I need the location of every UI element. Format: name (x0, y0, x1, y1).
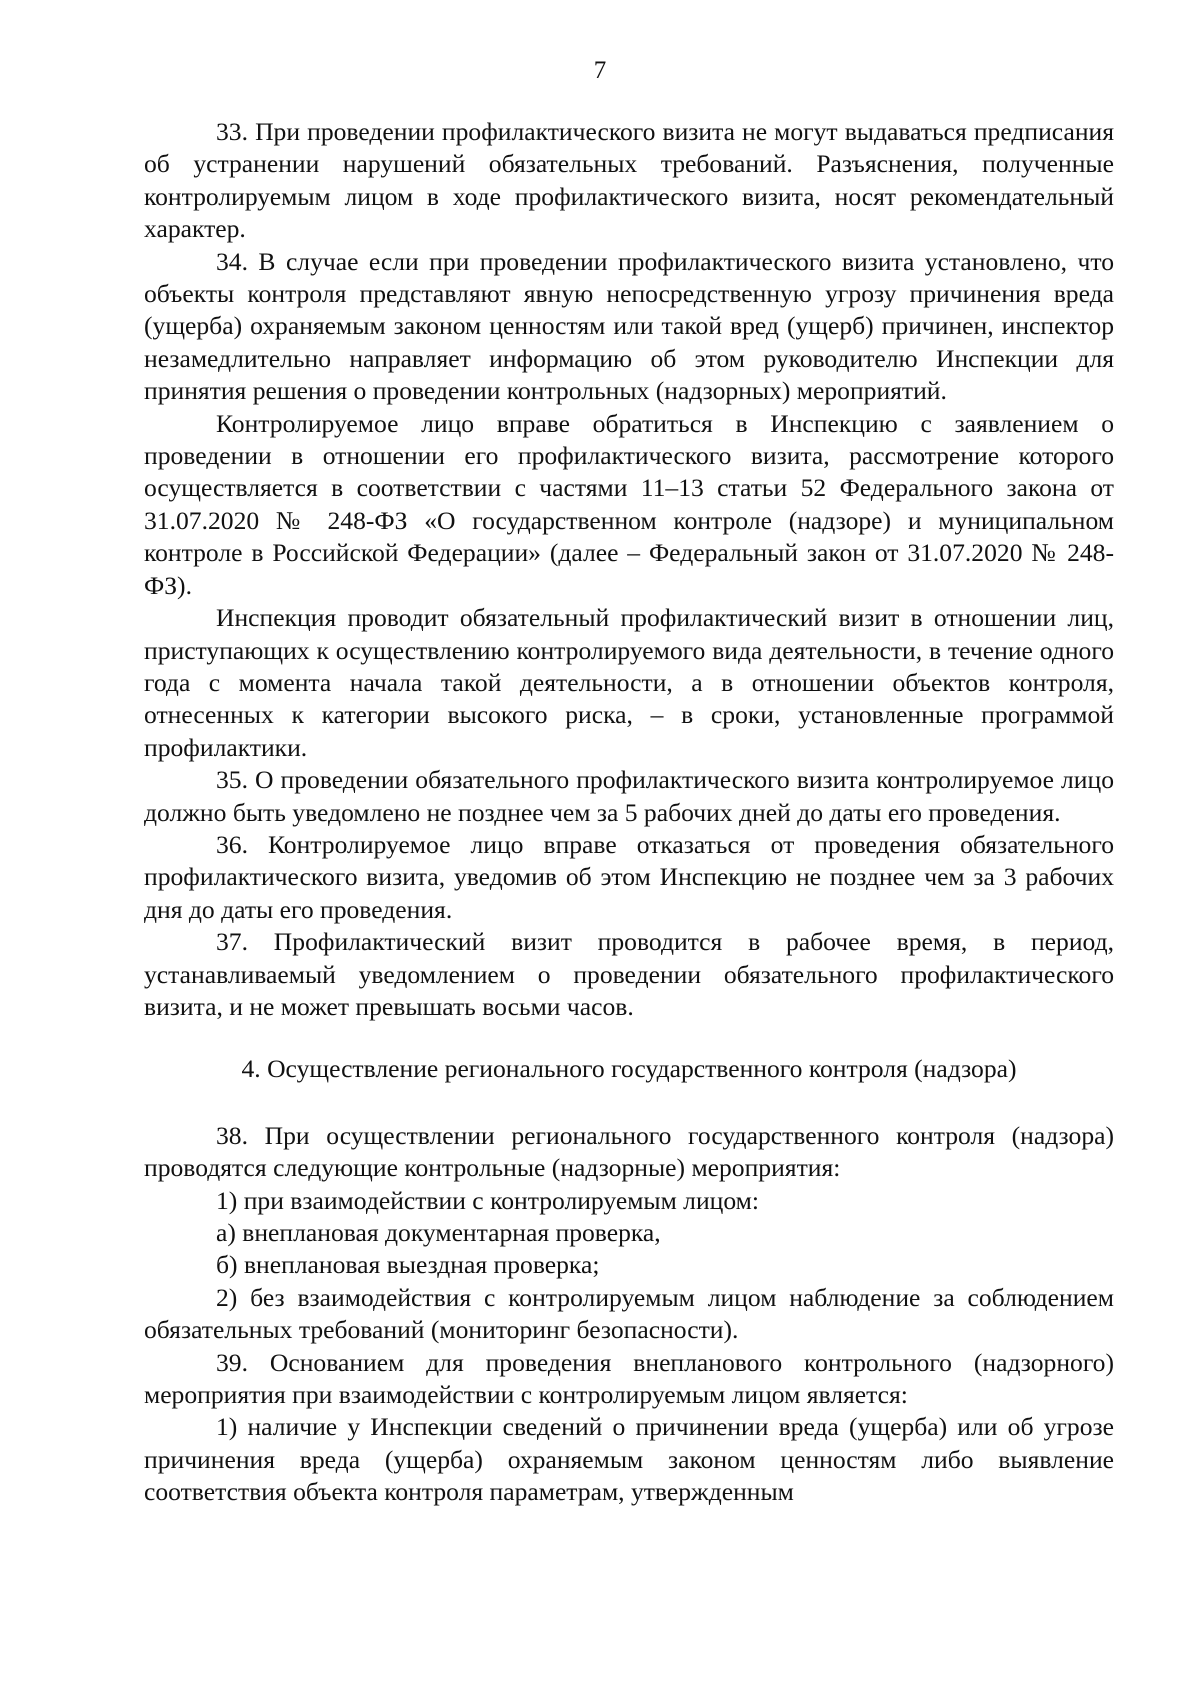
list-item-1: 1) при взаимодействии с контролируемым лицом: (216, 1185, 759, 1215)
paragraph-39: 39. Основанием для проведения внепланового контрольного (надзорного) мероприятия при взаимодействии с контролируемым лицом является: (144, 1347, 1114, 1410)
paragraph-33: 33. При проведении профилактического визита не могут выдаваться предписания об устранении нарушений обязательных требований. Разъяснения, полученные контролируемым лицом в ходе профилактического визита, носят рекомендательный характер. (144, 117, 1114, 244)
list-item-a: а) внеплановая документарная проверка, (216, 1218, 661, 1247)
page-number: 7 (593, 57, 607, 84)
paragraph-34: 34. В случае если при проведении профилактического визита установлено, что объекты контроля представляют явную непосредственную угрозу причинения вреда (ущерба) охраняемым законом ценностям или такой вред (ущерб) причинен, инспектор незамедлительно направляет информацию об этом руководителю Инспекции для принятия решения о проведении контрольных (надзорных) мероприятий. (144, 246, 1114, 406)
paragraph-39-item-1: 1) наличие у Инспекции сведений о причинении вреда (ущерба) или об угрозе причинения вреда (ущерба) охраняемым законом ценностям либо выявление соответствия объекта контроля параметрам, утвержденным (144, 1412, 1114, 1507)
section-heading: 4. Осуществление регионального государственного контроля (надзора) (241, 1054, 1017, 1084)
paragraph-36: 36. Контролируемое лицо вправе отказаться от проведения обязательного профилактического визита, уведомив об этом Инспекцию не позднее чем за 3 рабочих дня до даты его проведения. (144, 829, 1114, 924)
list-item-2: 2) без взаимодействия с контролируемым лицом наблюдение за соблюдением обязательных требований (мониторинг безопасности). (144, 1282, 1114, 1345)
paragraph-mandatory-visit: Инспекция проводит обязательный профилактический визит в отношении лиц, приступающих к осуществлению контролируемого вида деятельности, в течение одного года с момента начала такой деятельности, а в отношении объектов контроля, отнесенных к категории высокого риска, – в сроки, установленные программой профилактики. (144, 603, 1114, 762)
paragraph-35: 35. О проведении обязательного профилактического визита контролируемое лицо должно быть уведомлено не позднее чем за 5 рабочих дней до даты его проведения. (144, 765, 1114, 827)
paragraph-request-visit: Контролируемое лицо вправе обратиться в Инспекцию с заявлением о проведении в отношении его профилактического визита, рассмотрение которого осуществляется в соответствии с частями 11–13 статьи 52 Федерального закона от 31.07.2020 № 248-ФЗ «О государственном контроле (надзоре) и муниципальном контроле в Российской Федерации» (далее – Федеральный закон от 31.07.2020 № 248-ФЗ). (144, 408, 1114, 600)
document-body (144, 116, 1114, 1509)
paragraph-37: 37. Профилактический визит проводится в рабочее время, в период, устанавливаемый уведомлением о проведении обязательного профилактического визита, и не может превышать восьми часов. (144, 927, 1114, 1021)
list-item-b: б) внеплановая выездная проверка; (216, 1250, 600, 1280)
paragraph-38: 38. При осуществлении регионального государственного контроля (надзора) проводятся следующие контрольные (надзорные) мероприятия: (144, 1120, 1114, 1183)
